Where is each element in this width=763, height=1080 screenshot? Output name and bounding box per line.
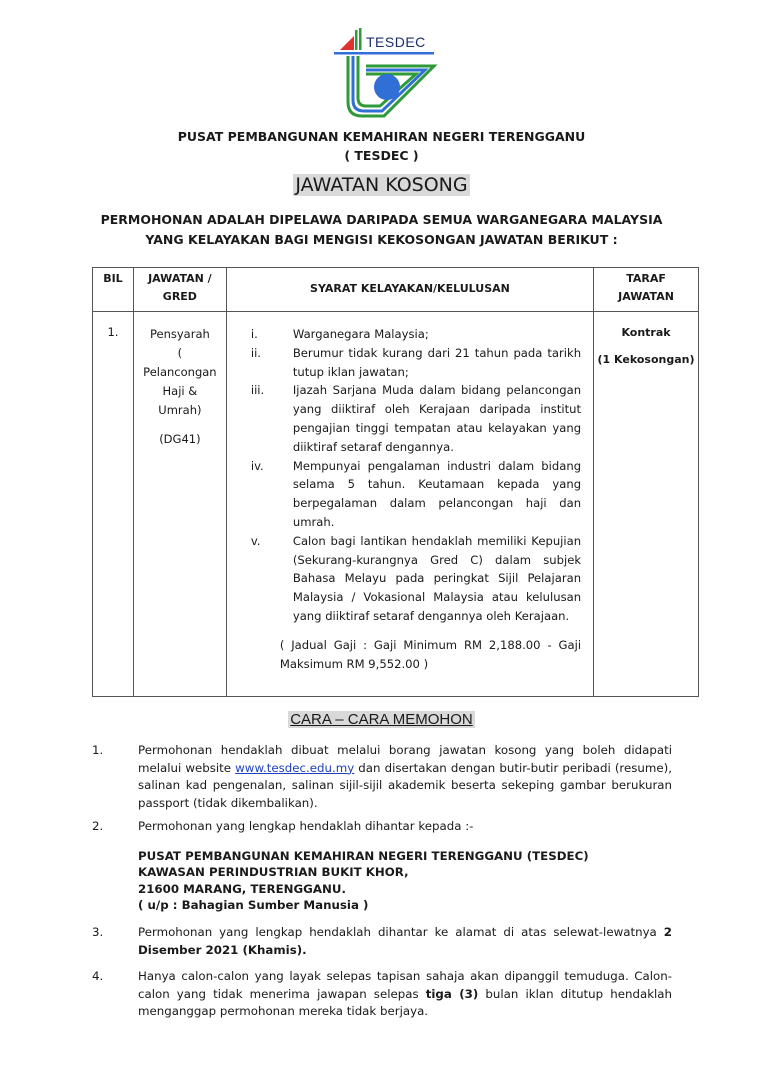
criteria-text: Ijazah Sarjana Muda dalam bidang pelancongan yang diiktiraf oleh Kerajaan daripada institut pengajian tinggi tempatan atau kelayakan yang diiktiraf setaraf dengannya. xyxy=(292,383,582,454)
organization-abbreviation: ( TESDEC ) xyxy=(344,148,419,163)
employment-type: Kontrak xyxy=(621,326,671,339)
jawatan-line: Umrah) xyxy=(158,403,202,417)
gred: (DG41) xyxy=(159,432,201,446)
header-syarat: SYARAT KELAYAKAN/KELULUSAN xyxy=(226,268,593,312)
header-taraf-line1: TARAF xyxy=(626,272,666,285)
criteria-item xyxy=(227,532,581,626)
header-jawatan-line2: GRED xyxy=(162,290,197,303)
deadline-date: 2 Disember 2021 (Khamis) xyxy=(138,925,672,957)
intro-line-1: PERMOHONAN ADALAH DIPELAWA DARIPADA SEMUA WARGANEGARA MALAYSIA xyxy=(100,212,663,227)
criteria-text: Mempunyai pengalaman industri dalam bidang selama 5 tahun. Keutamaan kepada yang berpegalaman dalam pelancongan haji dan umrah. xyxy=(292,458,582,529)
website-link[interactable]: www.tesdec.edu.my xyxy=(235,760,355,775)
step-text: Permohonan hendaklah dibuat melalui borang jawatan kosong yang boleh didapati melalui website www.tesdec.edu.my dan disertakan dengan butir-butir peribadi (resume), salinan kad pengenalan, salinan sijil-sijil akademik beserta sekeping gambar berukuran passport (tidak dikembalikan). xyxy=(138,743,672,810)
step-number: 2. xyxy=(92,819,104,833)
table-header-row xyxy=(93,268,699,312)
criteria-number: iv. xyxy=(250,458,264,473)
logo-text: TESDEC xyxy=(366,34,426,50)
step-item xyxy=(92,924,672,959)
vacancy-count: (1 Kekosongan) xyxy=(597,353,695,366)
header-jawatan-line1: JAWATAN / xyxy=(148,272,212,285)
address-line: PUSAT PEMBANGUNAN KEMAHIRAN NEGERI TERENGGANU (TESDEC) xyxy=(138,848,589,863)
section-title-cara-memohon xyxy=(0,711,763,728)
step-item xyxy=(92,742,672,812)
step-text: Permohonan yang lengkap hendaklah dihantar kepada :- xyxy=(138,819,474,833)
cell-bil xyxy=(93,312,134,697)
criteria-item xyxy=(227,381,581,456)
step-text: Permohonan yang lengkap hendaklah dihantar ke alamat di atas selewat-lewatnya 2 Disember 2021 (Khamis). xyxy=(138,925,672,957)
criteria-number: v. xyxy=(250,533,261,548)
address-line: ( u/p : Bahagian Sumber Manusia ) xyxy=(138,898,369,912)
criteria-number: i. xyxy=(250,327,258,341)
tesdec-logo xyxy=(326,24,446,126)
criteria-item xyxy=(227,325,581,344)
vacancy-table xyxy=(92,267,699,697)
page-title xyxy=(0,174,763,196)
jawatan-line: ( xyxy=(177,346,183,360)
header-taraf-line2: JAWATAN xyxy=(618,290,674,303)
criteria-item xyxy=(227,457,581,532)
criteria-number: ii. xyxy=(250,345,261,360)
address-line: KAWASAN PERINDUSTRIAN BUKIT KHOR, xyxy=(138,865,409,879)
header-taraf xyxy=(594,268,699,312)
header-bil: BIL xyxy=(93,268,134,312)
jawatan-line: Pensyarah xyxy=(149,327,210,341)
criteria-text: Berumur tidak kurang dari 21 tahun pada tarikh tutup iklan jawatan; xyxy=(292,345,582,379)
cell-jawatan xyxy=(133,312,226,697)
criteria-number: iii. xyxy=(250,383,265,398)
cell-syarat xyxy=(226,312,593,697)
criteria-item xyxy=(227,344,581,382)
step-number: 3. xyxy=(92,925,104,939)
step-number: 4. xyxy=(92,969,104,983)
intro-line-2: YANG KELAYAKAN BAGI MENGISI KEKOSONGAN JAWATAN BERIKUT : xyxy=(145,232,618,247)
mailing-address xyxy=(138,848,672,914)
step-text: Hanya calon-calon yang layak selepas tapisan sahaja akan dipanggil temuduga. Calon-calon yang tidak menerima jawapan selepas tiga (3) bulan iklan ditutup hendaklah menganggap permohonan mereka tidak berjaya. xyxy=(138,969,673,1018)
organization-name: PUSAT PEMBANGUNAN KEMAHIRAN NEGERI TERENGGANU xyxy=(177,129,586,144)
cell-taraf xyxy=(594,312,699,697)
step-item xyxy=(92,968,672,1021)
jawatan-line: Haji & xyxy=(162,384,198,398)
section-title-text: CARA – CARA MEMOHON xyxy=(290,711,473,728)
step-number: 1. xyxy=(92,743,104,757)
table-row xyxy=(93,312,699,697)
row-number: 1. xyxy=(107,325,119,339)
address-line: 21600 MARANG, TERENGGANU. xyxy=(138,881,346,896)
header-jawatan xyxy=(133,268,226,312)
jawatan-line: Pelancongan xyxy=(143,365,217,379)
salary-scale: ( Jadual Gaji : Gaji Minimum RM 2,188.00 - Gaji Maksimum RM 9,552.00 ) xyxy=(279,637,582,671)
page-title-text: JAWATAN KOSONG xyxy=(295,174,468,196)
response-period: tiga (3) xyxy=(425,986,479,1001)
step-item xyxy=(92,818,672,914)
criteria-text: Warganegara Malaysia; xyxy=(292,327,429,341)
criteria-text: Calon bagi lantikan hendaklah memiliki Kepujian (Sekurang-kurangnya Gred C) dalam subjek Bahasa Melayu pada peringkat Sijil Pelajaran Malaysia / Vokasional Malaysia atau kelulusan yang diiktiraf setaraf dengannya oleh Kerajaan. xyxy=(292,533,582,623)
